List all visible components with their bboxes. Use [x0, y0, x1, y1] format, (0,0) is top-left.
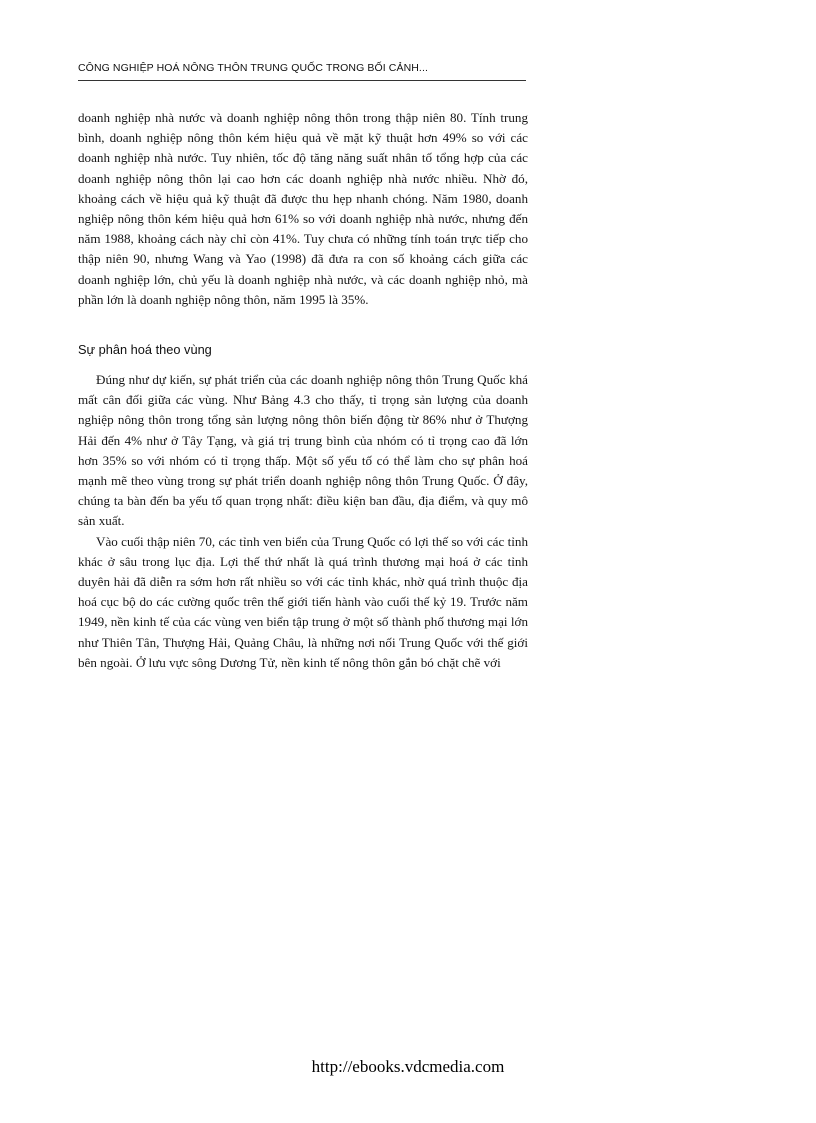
paragraph-regional-disparity: Đúng như dự kiến, sự phát triển của các doanh nghiệp nông thôn Trung Quốc khá mất cân đối giữa các vùng. Như Bảng 4.3 cho thấy, tỉ trọng sản lượng của doanh nghiệp nông thôn trong tổng sản lượng nông thôn biến động từ 86% như ở Thượng Hải đến 4% như ở Tây Tạng, và giá trị trung bình của nhóm có tỉ trọng cao đã lớn hơn 35% so với nhóm có tỉ trọng thấp. Một số yếu tố có thể làm cho sự phân hoá mạnh mẽ theo vùng trong sự phát triển doanh nghiệp nông thôn Trung Quốc. Ở đây, chúng ta bàn đến ba yếu tố quan trọng nhất: điều kiện ban đầu, địa điểm, và quy mô sản xuất.	[78, 372, 528, 529]
running-header: CÔNG NGHIỆP HOÁ NÔNG THÔN TRUNG QUỐC TRONG BỐI CẢNH...	[78, 62, 428, 74]
footer-url	[0, 1057, 816, 1077]
section-heading: Sự phân hoá theo vùng	[78, 342, 212, 358]
header-rule	[78, 80, 526, 81]
paragraph-coastal-advantage: Vào cuối thập niên 70, các tỉnh ven biển của Trung Quốc có lợi thế so với các tỉnh khác ở sâu trong lục địa. Lợi thế thứ nhất là quá trình thương mại hoá ở các tỉnh duyên hải đã diễn ra sớm hơn rất nhiều so với các tỉnh khác, nhờ quá trình thuộc địa hoá cục bộ do các cường quốc trên thế giới tiến hành vào cuối thế kỷ 19. Trước năm 1949, nền kinh tế của các vùng ven biển tập trung ở một số thành phố thương mại lớn như Thiên Tân, Thượng Hải, Quảng Châu, là những nơi nối Trung Quốc với thế giới bên ngoài. Ở lưu vực sông Dương Tử, nền kinh tế nông thôn gắn bó chặt chẽ với	[78, 533, 528, 670]
text-column	[78, 108, 528, 673]
footer-url-text: http://ebooks.vdcmedia.com	[311, 1057, 505, 1076]
paragraph-efficiency: doanh nghiệp nhà nước và doanh nghiệp nông thôn trong thập niên 80. Tính trung bình, doanh nghiệp nông thôn kém hiệu quả về mặt kỹ thuật hơn 49% so với các doanh nghiệp nhà nước. Tuy nhiên, tốc độ tăng năng suất nhân tố tổng hợp của các doanh nghiệp nông thôn lại cao hơn các doanh nghiệp nhà nước nhiều. Nhờ đó, khoảng cách về hiệu quả kỹ thuật đã được thu hẹp nhanh chóng. Năm 1980, doanh nghiệp nông thôn kém hiệu quả hơn 61% so với doanh nghiệp nhà nước, nhưng đến năm 1988, khoảng cách này chỉ còn 41%. Tuy chưa có những tính toán trực tiếp cho thập niên 90, nhưng Wang và Yao (1998) đã đưa ra con số khoảng cách giữa các doanh nghiệp lớn, chủ yếu là doanh nghiệp nhà nước, và các doanh nghiệp nhỏ, mà phần lớn là doanh nghiệp nông thôn, năm 1995 là 35%.	[78, 110, 528, 307]
